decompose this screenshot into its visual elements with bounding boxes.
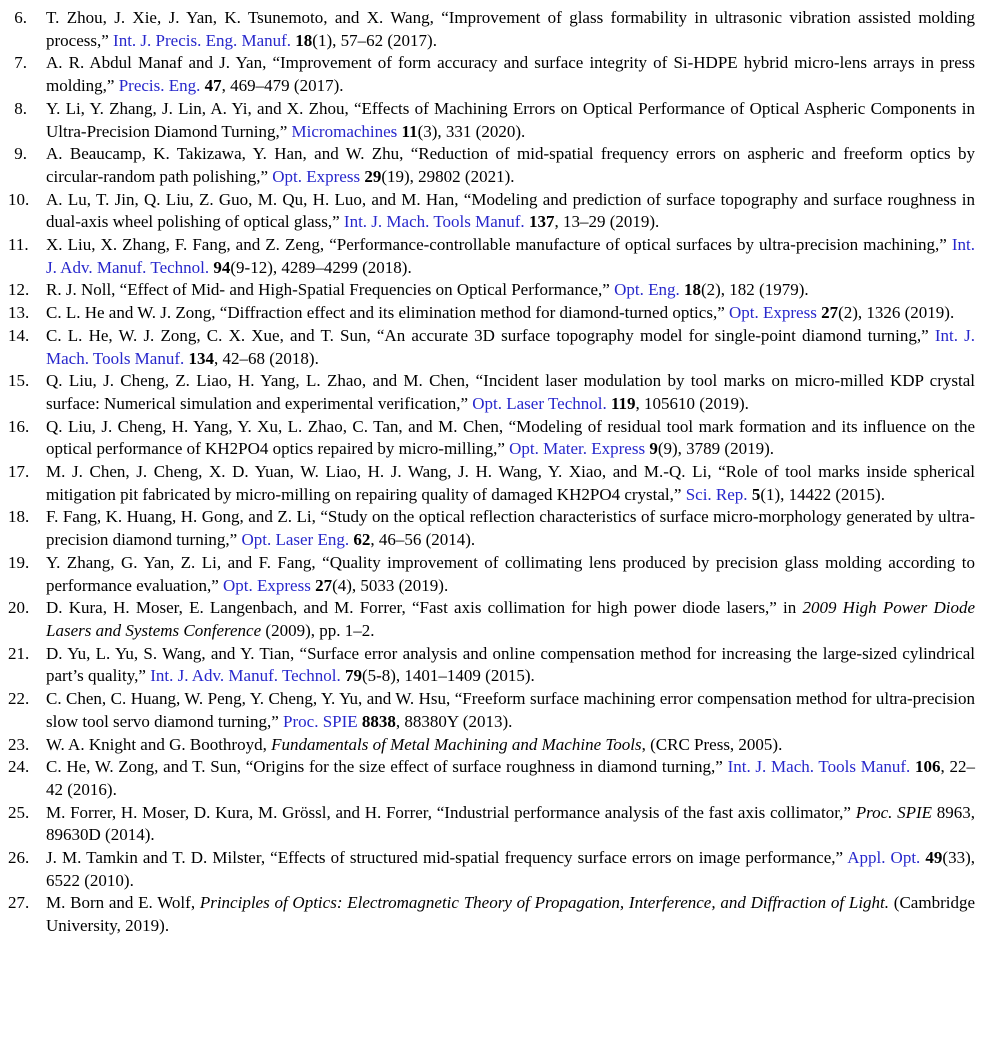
journal-link[interactable]: Appl. Opt. <box>847 848 926 868</box>
reference-item <box>8 597 975 642</box>
journal-link[interactable]: Precis. Eng. <box>118 76 205 96</box>
reference-text <box>46 8 975 50</box>
volume-number: 137 <box>528 212 555 232</box>
reference-number: 15. <box>8 371 30 391</box>
journal-link[interactable]: Proc. SPIE <box>283 711 362 731</box>
reference-number: 26. <box>8 848 30 868</box>
volume-number: 5 <box>751 484 761 504</box>
reference-text <box>46 507 975 549</box>
text-segment: (2), 182 (1979). <box>700 280 809 300</box>
text-segment: Y. Zhang, G. Yan, Z. Li, and F. Fang, “Quality improvement of collimating lens produced by precision glass molding according to performance evaluation,” <box>46 552 975 595</box>
text-segment: (33), 6522 (2010). <box>46 848 975 890</box>
volume-number: 79 <box>344 666 362 686</box>
reference-number: 23. <box>8 734 30 754</box>
reference-text <box>46 644 975 686</box>
text-segment: A. Beaucamp, K. Takizawa, Y. Han, and W. Zhu, “Reduction of mid-spatial frequency errors on aspheric and freeform optics by circular-random path polishing,” <box>46 144 975 186</box>
text-segment: (4), 5033 (2019). <box>332 575 449 595</box>
reference-item <box>8 98 975 143</box>
reference-item <box>8 643 975 688</box>
reference-number: 21. <box>8 643 30 663</box>
reference-text <box>46 893 975 935</box>
text-segment: , 22–42 (2016). <box>46 757 976 799</box>
journal-link[interactable]: Opt. Mater. Express <box>509 439 650 459</box>
text-segment: (9-12), 4289–4299 (2018). <box>230 257 412 277</box>
text-segment: , 469–479 (2017). <box>221 76 344 96</box>
journal-link[interactable]: Int. J. Mach. Tools Manuf. <box>46 325 975 368</box>
text-segment: M. Born and E. Wolf, <box>46 893 200 913</box>
text-segment: (Cambridge University, 2019). <box>46 893 975 936</box>
reference-item <box>8 552 975 597</box>
text-segment: T. Zhou, J. Xie, J. Yan, K. Tsunemoto, and X. Wang, “Improvement of glass formability in ultrasonic vibration assisted molding process,” <box>46 8 975 50</box>
reference-item <box>8 688 975 733</box>
reference-number: 10. <box>8 189 30 209</box>
text-segment: (1), 14422 (2015). <box>760 484 885 504</box>
text-segment: Y. Li, Y. Zhang, J. Lin, A. Yi, and X. Zhou, “Effects of Machining Errors on Optical Performance of Optical Aspheric Components in Ultra-Precision Diamond Turning,” <box>46 98 975 141</box>
reference-text <box>46 371 975 413</box>
journal-link[interactable]: Int. J. Mach. Tools Manuf. <box>727 757 916 777</box>
journal-link[interactable]: Opt. Laser Technol. <box>472 393 611 413</box>
reference-text <box>46 53 975 95</box>
reference-text <box>46 235 975 277</box>
text-segment: , (CRC Press, 2005). <box>641 734 783 754</box>
journal-link[interactable]: Int. J. Adv. Manuf. Technol. <box>46 235 975 277</box>
text-segment: (9), 3789 (2019). <box>657 439 774 459</box>
journal-link[interactable]: Opt. Express <box>272 166 365 186</box>
reference-item <box>8 756 975 801</box>
text-segment: (2), 1326 (2019). <box>838 303 955 323</box>
reference-item <box>8 143 975 188</box>
reference-item <box>8 734 975 757</box>
reference-number: 17. <box>8 462 30 482</box>
text-segment: (1), 57–62 (2017). <box>312 30 437 50</box>
reference-number: 11. <box>8 235 29 255</box>
reference-item <box>8 370 975 415</box>
reference-text <box>46 99 975 141</box>
italic-title: 2009 High Power Diode Lasers and Systems Conference <box>46 598 975 640</box>
text-segment: C. L. He and W. J. Zong, “Diffraction effect and its elimination method for diamond-turned optics,” <box>46 303 729 323</box>
journal-link[interactable]: Opt. Eng. <box>614 280 684 300</box>
reference-number: 25. <box>8 802 30 822</box>
reference-text <box>46 553 975 595</box>
volume-number: 47 <box>204 76 222 96</box>
reference-item <box>8 506 975 551</box>
reference-text <box>46 280 809 299</box>
text-segment: M. Forrer, H. Moser, D. Kura, M. Grössl, and H. Forrer, “Industrial performance analysis of the fast axis collimator,” <box>46 802 856 822</box>
reference-text <box>46 462 975 504</box>
text-segment: J. M. Tamkin and T. D. Milster, “Effects of structured mid-spatial frequency surface errors on image performance,” <box>46 848 848 868</box>
volume-number: 49 <box>925 848 943 868</box>
italic-title: Fundamentals of Metal Machining and Machine Tools <box>271 734 642 754</box>
reference-item <box>8 802 975 847</box>
text-segment: , 88380Y (2013). <box>395 711 513 731</box>
reference-item <box>8 892 975 937</box>
italic-title: Proc. SPIE <box>855 802 933 822</box>
text-segment: 8963, 89630D (2014). <box>46 802 975 845</box>
volume-number: 62 <box>353 530 371 550</box>
text-segment: M. J. Chen, J. Cheng, X. D. Yuan, W. Liao, H. J. Wang, J. H. Wang, Y. Xiao, and M.-Q. Li, “Role of tool marks inside spherical mitigation pit fabricated by micro-milling on repairing quality of damaged KH2PO4 crystal,” <box>46 462 975 504</box>
journal-link[interactable]: Micromachines <box>291 121 402 141</box>
journal-link[interactable]: Opt. Express <box>223 575 316 595</box>
reference-item <box>8 325 975 370</box>
text-segment: , 13–29 (2019). <box>554 212 660 232</box>
reference-item <box>8 279 975 302</box>
text-segment: Q. Liu, J. Cheng, Z. Liao, H. Yang, L. Zhao, and M. Chen, “Incident laser modulation by tool marks on micro-milled KDP crystal surface: Numerical simulation and experimental verification,” <box>46 371 975 413</box>
reference-number: 14. <box>8 325 30 345</box>
text-segment: (2009), pp. 1–2. <box>261 620 375 640</box>
journal-link[interactable]: Int. J. Precis. Eng. Manuf. <box>113 30 296 50</box>
text-segment: R. J. Noll, “Effect of Mid- and High-Spatial Frequencies on Optical Performance,” <box>46 280 615 300</box>
text-segment: (3), 331 (2020). <box>417 121 526 141</box>
italic-title: Principles of Optics: Electromagnetic Theory of Propagation, Interference, and Diffraction of Light. <box>199 893 890 913</box>
text-segment: , 46–56 (2014). <box>370 530 476 550</box>
reference-text <box>46 848 975 890</box>
text-segment: D. Kura, H. Moser, E. Langenbach, and M. Forrer, “Fast axis collimation for high power diode lasers,” in <box>46 598 803 618</box>
volume-number: 94 <box>213 257 231 277</box>
reference-text <box>46 417 975 459</box>
text-segment: A. R. Abdul Manaf and J. Yan, “Improvement of form accuracy and surface integrity of Si-HDPE hybrid micro-lens arrays in press molding,” <box>46 53 975 96</box>
volume-number: 11 <box>401 121 418 141</box>
text-segment: D. Yu, L. Yu, S. Wang, and Y. Tian, “Surface error analysis and online compensation method for increasing the large-sized cylindrical part’s quality,” <box>46 643 975 686</box>
reference-number: 8. <box>14 98 27 118</box>
reference-item <box>8 234 975 279</box>
reference-number: 12. <box>8 280 30 300</box>
reference-item <box>8 52 975 97</box>
reference-text <box>46 735 782 754</box>
reference-text <box>46 598 975 640</box>
volume-number: 18 <box>683 280 701 300</box>
text-segment: A. Lu, T. Jin, Q. Liu, Z. Guo, M. Qu, H. Luo, and M. Han, “Modeling and prediction of surface topography and surface roughness in dual-axis wheel polishing of optical glass,” <box>46 189 975 232</box>
reference-number: 7. <box>14 53 27 73</box>
volume-number: 27 <box>315 575 333 595</box>
reference-number: 27. <box>8 893 30 913</box>
journal-link[interactable]: Sci. Rep. <box>685 484 752 504</box>
reference-item <box>8 461 975 506</box>
reference-text <box>46 689 975 731</box>
journal-link[interactable]: Opt. Laser Eng. <box>241 530 354 550</box>
volume-number: 8838 <box>361 711 396 731</box>
text-segment: X. Liu, X. Zhang, F. Fang, and Z. Zeng, “Performance-controllable manufacture of optical surfaces by ultra-precision machining,” <box>46 235 952 255</box>
reference-text <box>46 303 954 322</box>
reference-text <box>46 144 975 186</box>
reference-number: 16. <box>8 416 30 436</box>
reference-text <box>46 803 975 845</box>
journal-link[interactable]: Int. J. Mach. Tools Manuf. <box>343 212 529 232</box>
text-segment: C. Chen, C. Huang, W. Peng, Y. Cheng, Y. Yu, and W. Hsu, “Freeform surface machining error compensation method for ultra-precision slow tool servo diamond turning,” <box>46 689 975 731</box>
reference-number: 18. <box>8 507 30 527</box>
volume-number: 9 <box>649 439 658 459</box>
reference-item <box>8 847 975 892</box>
text-segment: , 42–68 (2018). <box>214 348 319 368</box>
reference-item <box>8 189 975 234</box>
volume-number: 27 <box>821 303 839 323</box>
volume-number: 29 <box>364 166 382 186</box>
text-segment: Q. Liu, J. Cheng, H. Yang, Y. Xu, L. Zhao, C. Tan, and M. Chen, “Modeling of residual tool mark formation and its influence on the optical performance of KH2PO4 optics repaired by micro-milling,” <box>46 416 975 459</box>
reference-text <box>46 190 975 232</box>
volume-number: 119 <box>610 393 636 413</box>
text-segment: C. L. He, W. J. Zong, C. X. Xue, and T. Sun, “An accurate 3D surface topography model for single-point diamond turning,” <box>46 325 935 345</box>
text-segment: , 105610 (2019). <box>635 393 749 413</box>
text-segment: (19), 29802 (2021). <box>381 166 515 186</box>
volume-number: 134 <box>188 348 215 368</box>
reference-item <box>8 416 975 461</box>
reference-number: 19. <box>8 552 30 572</box>
reference-number: 6. <box>14 8 27 27</box>
reference-item <box>8 302 975 325</box>
reference-number: 20. <box>8 598 30 618</box>
text-segment: F. Fang, K. Huang, H. Gong, and Z. Li, “Study on the optical reflection characteristics of surface micro-morphology generated by ultra-precision diamond turning,” <box>46 507 975 550</box>
reference-number: 22. <box>8 689 30 709</box>
text-segment: C. He, W. Zong, and T. Sun, “Origins for the size effect of surface roughness in diamond turning,” <box>46 757 728 777</box>
reference-text <box>46 757 975 799</box>
reference-text <box>46 326 975 368</box>
journal-link[interactable]: Opt. Express <box>729 303 822 323</box>
reference-number: 24. <box>8 757 30 777</box>
text-segment: (5-8), 1401–1409 (2015). <box>361 666 535 686</box>
journal-link[interactable]: Int. J. Adv. Manuf. Technol. <box>150 666 345 686</box>
reference-item <box>8 7 975 52</box>
reference-number: 9. <box>14 144 27 164</box>
text-segment: W. A. Knight and G. Boothroyd, <box>46 734 272 754</box>
volume-number: 18 <box>295 30 313 50</box>
volume-number: 106 <box>915 757 941 777</box>
reference-number: 13. <box>8 303 30 323</box>
